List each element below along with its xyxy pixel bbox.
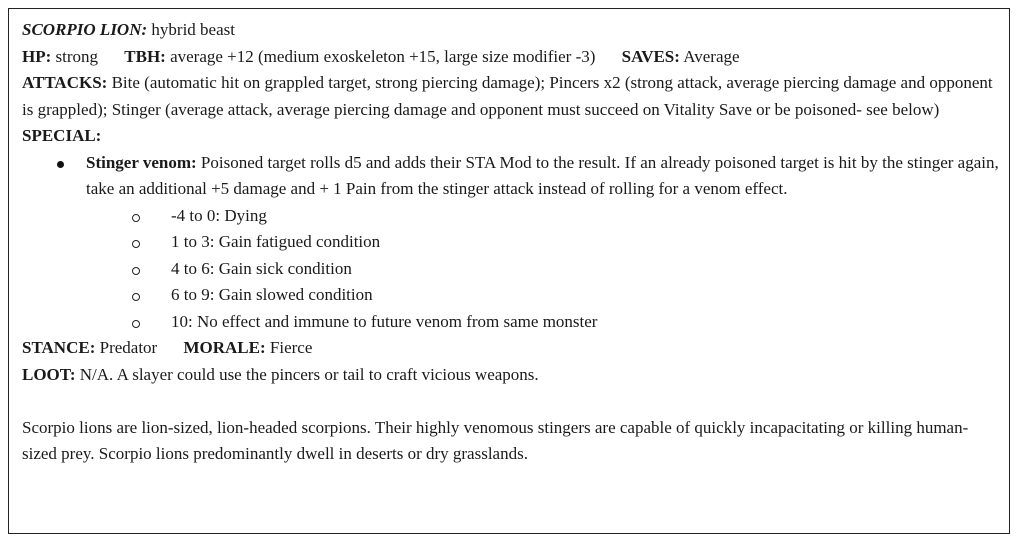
saves-label: SAVES: <box>621 46 680 66</box>
stats-line <box>22 44 1009 71</box>
circle-bullet-icon <box>132 293 140 301</box>
stinger-venom-label: Stinger venom: <box>86 152 197 172</box>
monster-stat-block <box>8 8 1010 534</box>
venom-effect-text: 1 to 3: Gain fatigued condition <box>171 232 381 251</box>
hp-value: strong <box>55 46 99 66</box>
special-label: SPECIAL: <box>22 126 102 145</box>
description-paragraph: Scorpio lions are lion-sized, lion-headed scorpions. Their highly venomous stingers are capable of quickly incapacitating or killing human-sized prey. Scorpio lions predominantly dwell in deserts or dry grasslands. <box>22 417 969 463</box>
stinger-venom-text: Poisoned target rolls d5 and adds their STA Mod to the result. If an already poisoned target is hit by the stinger again, take an additional +5 damage and + 1 Pain from the stinger attack instead of rolling for a venom effect. <box>86 152 999 198</box>
circle-bullet-icon <box>132 240 140 248</box>
loot-label: LOOT: <box>22 364 76 384</box>
venom-effect-text: 4 to 6: Gain sick condition <box>171 258 352 278</box>
circle-bullet-icon <box>132 214 140 222</box>
stance-morale-line <box>22 335 1009 362</box>
venom-effect-text: 10: No effect and immune to future venom from same monster <box>171 311 598 331</box>
attacks-text: Bite (automatic hit on grappled target, strong piercing damage); Pincers x2 (strong attack, average piercing damage and opponent is grappled); Stinger (average attack, average piercing damage and opponent must succeed on Vitality Save or be poisoned- see below) <box>22 73 993 119</box>
monster-name: SCORPIO LION: <box>22 20 148 39</box>
stinger-venom-bullet <box>22 150 1009 203</box>
spacer <box>22 388 1009 415</box>
stance-value: Predator <box>99 338 158 357</box>
saves-value: Average <box>683 46 740 66</box>
tbh-label: TBH: <box>124 46 166 66</box>
morale-value: Fierce <box>269 338 313 357</box>
bullet-marker <box>57 161 64 168</box>
special-heading <box>22 123 1009 150</box>
tbh-value: average +12 (medium exoskeleton +15, large size modifier -3) <box>170 46 596 66</box>
circle-bullet-icon <box>132 267 140 275</box>
monster-type: hybrid beast <box>151 20 235 39</box>
venom-effect-item <box>22 309 1009 336</box>
venom-effects-list <box>22 203 1009 336</box>
circle-bullet-icon <box>132 320 140 328</box>
stance-label: STANCE: <box>22 338 96 357</box>
attacks-paragraph <box>22 70 1009 123</box>
monster-title-line <box>22 17 1009 44</box>
venom-effect-item <box>22 203 1009 230</box>
loot-text: N/A. A slayer could use the pincers or tail to craft vicious weapons. <box>79 364 539 384</box>
venom-effect-text: 6 to 9: Gain slowed condition <box>171 285 373 304</box>
venom-effect-item <box>22 229 1009 256</box>
morale-label: MORALE: <box>183 338 266 357</box>
venom-effect-item <box>22 282 1009 309</box>
hp-label: HP: <box>22 46 52 66</box>
loot-line <box>22 362 1009 389</box>
venom-effect-text: -4 to 0: Dying <box>171 205 267 225</box>
attacks-label: ATTACKS: <box>22 73 108 92</box>
venom-effect-item <box>22 256 1009 283</box>
